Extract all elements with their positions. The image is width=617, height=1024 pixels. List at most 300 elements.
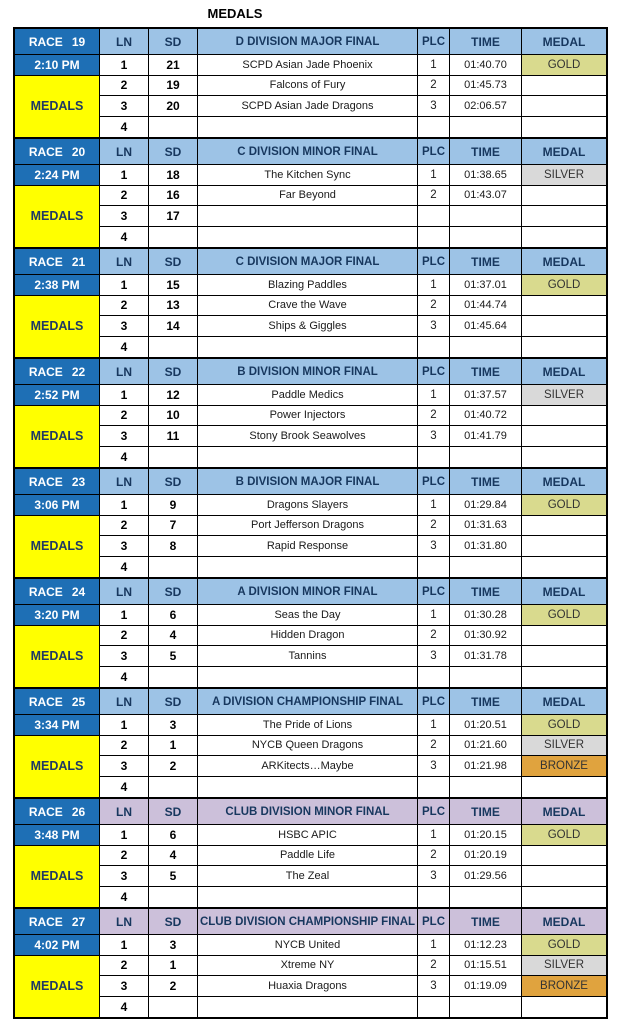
- seed-cell: [149, 557, 198, 578]
- place-cell: 2: [418, 516, 450, 537]
- medal-cell: [522, 186, 606, 207]
- lane-cell: 4: [100, 887, 149, 908]
- lane-cell: 1: [100, 385, 149, 406]
- finish-time-cell: 01:37.57: [450, 385, 522, 406]
- finish-time-cell: 01:29.84: [450, 495, 522, 516]
- division-title: A DIVISION MINOR FINAL: [198, 579, 418, 605]
- column-header-seed: SD: [149, 799, 198, 825]
- race-number: 20: [71, 144, 86, 159]
- race-label: RACE: [28, 804, 63, 819]
- seed-cell: [149, 337, 198, 358]
- race-number: 23: [71, 474, 86, 489]
- seed-cell: 1: [149, 736, 198, 757]
- column-header-lane: LN: [100, 689, 149, 715]
- medal-cell: GOLD: [522, 55, 606, 76]
- medal-cell: [522, 227, 606, 248]
- medal-cell: [522, 887, 606, 908]
- finish-time-cell: [450, 227, 522, 248]
- race-start-time: 2:10 PM: [15, 55, 100, 76]
- race-number: 21: [71, 254, 86, 269]
- medal-cell: SILVER: [522, 956, 606, 977]
- seed-cell: 9: [149, 495, 198, 516]
- medal-cell: [522, 557, 606, 578]
- medal-cell: GOLD: [522, 605, 606, 626]
- column-header-lane: LN: [100, 249, 149, 275]
- lane-cell: 3: [100, 96, 149, 117]
- medal-cell: [522, 997, 606, 1018]
- seed-cell: 6: [149, 825, 198, 846]
- medal-cell: [522, 536, 606, 557]
- finish-time-cell: 01:45.73: [450, 76, 522, 97]
- finish-time-cell: 01:30.28: [450, 605, 522, 626]
- team-name-cell: Falcons of Fury: [198, 76, 418, 97]
- race-block: [13, 907, 608, 1019]
- place-cell: 2: [418, 186, 450, 207]
- race-start-time: 4:02 PM: [15, 935, 100, 956]
- column-header-time: TIME: [450, 29, 522, 55]
- column-header-time: TIME: [450, 909, 522, 935]
- division-title: CLUB DIVISION MINOR FINAL: [198, 799, 418, 825]
- column-header-lane: LN: [100, 139, 149, 165]
- lane-cell: 2: [100, 956, 149, 977]
- lane-cell: 2: [100, 296, 149, 317]
- team-name-cell: Dragons Slayers: [198, 495, 418, 516]
- medal-cell: [522, 406, 606, 427]
- medals-section-label: MEDALS: [15, 296, 100, 358]
- medal-cell: [522, 206, 606, 227]
- lane-cell: 2: [100, 626, 149, 647]
- finish-time-cell: [450, 997, 522, 1018]
- column-header-time: TIME: [450, 249, 522, 275]
- race-start-time: 3:34 PM: [15, 715, 100, 736]
- team-name-cell: Port Jefferson Dragons: [198, 516, 418, 537]
- team-name-cell: [198, 887, 418, 908]
- column-header-lane: LN: [100, 799, 149, 825]
- finish-time-cell: 01:44.74: [450, 296, 522, 317]
- seed-cell: 4: [149, 846, 198, 867]
- column-header-seed: SD: [149, 579, 198, 605]
- place-cell: 3: [418, 976, 450, 997]
- finish-time-cell: 01:20.15: [450, 825, 522, 846]
- race-label: RACE: [28, 474, 63, 489]
- lane-cell: 1: [100, 825, 149, 846]
- column-header-place: PLC: [418, 469, 450, 495]
- team-name-cell: HSBC APIC: [198, 825, 418, 846]
- column-header-place: PLC: [418, 909, 450, 935]
- finish-time-cell: [450, 557, 522, 578]
- seed-cell: 11: [149, 426, 198, 447]
- seed-cell: 13: [149, 296, 198, 317]
- race-header-cell: [15, 579, 100, 605]
- division-title: CLUB DIVISION CHAMPIONSHIP FINAL: [198, 909, 418, 935]
- medal-cell: [522, 516, 606, 537]
- column-header-lane: LN: [100, 359, 149, 385]
- race-start-time: 2:38 PM: [15, 275, 100, 296]
- medals-section-label: MEDALS: [15, 76, 100, 138]
- team-name-cell: [198, 557, 418, 578]
- seed-cell: [149, 887, 198, 908]
- finish-time-cell: 01:29.56: [450, 866, 522, 887]
- team-name-cell: [198, 447, 418, 468]
- team-name-cell: Crave the Wave: [198, 296, 418, 317]
- lane-cell: 1: [100, 605, 149, 626]
- lane-cell: 2: [100, 406, 149, 427]
- column-header-lane: LN: [100, 29, 149, 55]
- team-name-cell: [198, 337, 418, 358]
- medals-section-label: MEDALS: [15, 516, 100, 578]
- race-start-time: 2:24 PM: [15, 165, 100, 186]
- lane-cell: 1: [100, 715, 149, 736]
- column-header-place: PLC: [418, 139, 450, 165]
- race-block: [13, 27, 608, 139]
- column-header-medal: MEDAL: [522, 799, 606, 825]
- medals-section-label: MEDALS: [15, 736, 100, 798]
- seed-cell: 2: [149, 756, 198, 777]
- lane-cell: 4: [100, 777, 149, 798]
- medal-cell: [522, 447, 606, 468]
- finish-time-cell: 01:21.98: [450, 756, 522, 777]
- column-header-place: PLC: [418, 29, 450, 55]
- lane-cell: 3: [100, 426, 149, 447]
- seed-cell: 7: [149, 516, 198, 537]
- race-header-cell: [15, 359, 100, 385]
- column-header-seed: SD: [149, 249, 198, 275]
- race-label: RACE: [28, 584, 63, 599]
- column-header-place: PLC: [418, 579, 450, 605]
- medal-cell: SILVER: [522, 736, 606, 757]
- place-cell: 1: [418, 275, 450, 296]
- team-name-cell: The Pride of Lions: [198, 715, 418, 736]
- column-header-seed: SD: [149, 909, 198, 935]
- place-cell: [418, 337, 450, 358]
- finish-time-cell: 01:19.09: [450, 976, 522, 997]
- team-name-cell: [198, 997, 418, 1018]
- finish-time-cell: [450, 447, 522, 468]
- place-cell: 2: [418, 296, 450, 317]
- column-header-time: TIME: [450, 689, 522, 715]
- finish-time-cell: [450, 887, 522, 908]
- race-number: 22: [71, 364, 86, 379]
- medal-cell: BRONZE: [522, 976, 606, 997]
- finish-time-cell: 01:43.07: [450, 186, 522, 207]
- race-block: [13, 357, 608, 469]
- medals-section-label: MEDALS: [15, 406, 100, 468]
- medal-cell: SILVER: [522, 385, 606, 406]
- medal-cell: GOLD: [522, 715, 606, 736]
- team-name-cell: [198, 667, 418, 688]
- lane-cell: 4: [100, 337, 149, 358]
- place-cell: 1: [418, 825, 450, 846]
- race-header-cell: [15, 909, 100, 935]
- seed-cell: 17: [149, 206, 198, 227]
- race-start-time: 3:48 PM: [15, 825, 100, 846]
- column-header-time: TIME: [450, 139, 522, 165]
- column-header-seed: SD: [149, 469, 198, 495]
- medal-cell: [522, 316, 606, 337]
- race-block: [13, 577, 608, 689]
- finish-time-cell: [450, 206, 522, 227]
- team-name-cell: ARKitects…Maybe: [198, 756, 418, 777]
- place-cell: [418, 557, 450, 578]
- race-label: RACE: [28, 694, 63, 709]
- column-header-time: TIME: [450, 579, 522, 605]
- race-number: 24: [71, 584, 86, 599]
- team-name-cell: [198, 206, 418, 227]
- division-title: B DIVISION MINOR FINAL: [198, 359, 418, 385]
- seed-cell: [149, 117, 198, 138]
- place-cell: 1: [418, 935, 450, 956]
- lane-cell: 1: [100, 495, 149, 516]
- lane-cell: 3: [100, 866, 149, 887]
- finish-time-cell: [450, 117, 522, 138]
- seed-cell: 2: [149, 976, 198, 997]
- place-cell: 3: [418, 426, 450, 447]
- finish-time-cell: 01:31.80: [450, 536, 522, 557]
- team-name-cell: Rapid Response: [198, 536, 418, 557]
- race-block: [13, 137, 608, 249]
- medal-cell: [522, 117, 606, 138]
- lane-cell: 1: [100, 165, 149, 186]
- finish-time-cell: 01:40.70: [450, 55, 522, 76]
- finish-time-cell: 01:41.79: [450, 426, 522, 447]
- place-cell: 3: [418, 756, 450, 777]
- place-cell: 3: [418, 536, 450, 557]
- column-header-time: TIME: [450, 799, 522, 825]
- column-header-seed: SD: [149, 139, 198, 165]
- column-header-time: TIME: [450, 359, 522, 385]
- team-name-cell: NYCB United: [198, 935, 418, 956]
- column-header-medal: MEDAL: [522, 249, 606, 275]
- column-header-medal: MEDAL: [522, 359, 606, 385]
- finish-time-cell: 02:06.57: [450, 96, 522, 117]
- medal-cell: [522, 296, 606, 317]
- lane-cell: 4: [100, 557, 149, 578]
- page-title: MEDALS: [207, 6, 263, 21]
- medal-cell: SILVER: [522, 165, 606, 186]
- seed-cell: 4: [149, 626, 198, 647]
- medal-cell: [522, 426, 606, 447]
- team-name-cell: Stony Brook Seawolves: [198, 426, 418, 447]
- lane-cell: 1: [100, 935, 149, 956]
- column-header-lane: LN: [100, 469, 149, 495]
- place-cell: 2: [418, 406, 450, 427]
- place-cell: 2: [418, 736, 450, 757]
- division-title: C DIVISION MAJOR FINAL: [198, 249, 418, 275]
- medal-cell: [522, 866, 606, 887]
- column-header-lane: LN: [100, 579, 149, 605]
- race-block: [13, 247, 608, 359]
- finish-time-cell: 01:40.72: [450, 406, 522, 427]
- column-header-seed: SD: [149, 359, 198, 385]
- place-cell: 3: [418, 316, 450, 337]
- seed-cell: [149, 447, 198, 468]
- team-name-cell: The Kitchen Sync: [198, 165, 418, 186]
- medals-section-label: MEDALS: [15, 956, 100, 1018]
- finish-time-cell: 01:31.78: [450, 646, 522, 667]
- finish-time-cell: 01:37.01: [450, 275, 522, 296]
- medal-cell: BRONZE: [522, 756, 606, 777]
- place-cell: [418, 997, 450, 1018]
- medal-cell: [522, 96, 606, 117]
- medals-section-label: MEDALS: [15, 846, 100, 908]
- place-cell: [418, 887, 450, 908]
- team-name-cell: [198, 227, 418, 248]
- division-title: B DIVISION MAJOR FINAL: [198, 469, 418, 495]
- place-cell: [418, 206, 450, 227]
- team-name-cell: Hidden Dragon: [198, 626, 418, 647]
- medals-section-label: MEDALS: [15, 626, 100, 688]
- lane-cell: 3: [100, 756, 149, 777]
- lane-cell: 4: [100, 227, 149, 248]
- team-name-cell: Tannins: [198, 646, 418, 667]
- seed-cell: 5: [149, 866, 198, 887]
- column-header-seed: SD: [149, 29, 198, 55]
- finish-time-cell: 01:31.63: [450, 516, 522, 537]
- race-label: RACE: [28, 144, 63, 159]
- place-cell: 3: [418, 96, 450, 117]
- team-name-cell: Seas the Day: [198, 605, 418, 626]
- place-cell: 2: [418, 846, 450, 867]
- lane-cell: 2: [100, 516, 149, 537]
- place-cell: [418, 227, 450, 248]
- medal-cell: [522, 76, 606, 97]
- place-cell: 3: [418, 866, 450, 887]
- medal-cell: GOLD: [522, 275, 606, 296]
- place-cell: 2: [418, 956, 450, 977]
- team-name-cell: Power Injectors: [198, 406, 418, 427]
- column-header-lane: LN: [100, 909, 149, 935]
- race-number: 27: [71, 914, 86, 929]
- medal-cell: [522, 626, 606, 647]
- place-cell: 3: [418, 646, 450, 667]
- seed-cell: 6: [149, 605, 198, 626]
- race-header-cell: [15, 469, 100, 495]
- lane-cell: 4: [100, 667, 149, 688]
- place-cell: 2: [418, 626, 450, 647]
- medal-cell: GOLD: [522, 825, 606, 846]
- finish-time-cell: 01:15.51: [450, 956, 522, 977]
- race-header-cell: [15, 29, 100, 55]
- race-block: [13, 797, 608, 909]
- seed-cell: 5: [149, 646, 198, 667]
- race-start-time: 2:52 PM: [15, 385, 100, 406]
- seed-cell: [149, 777, 198, 798]
- race-label: RACE: [28, 364, 63, 379]
- seed-cell: 3: [149, 715, 198, 736]
- column-header-medal: MEDAL: [522, 29, 606, 55]
- team-name-cell: SCPD Asian Jade Phoenix: [198, 55, 418, 76]
- team-name-cell: [198, 777, 418, 798]
- seed-cell: 21: [149, 55, 198, 76]
- race-start-time: 3:06 PM: [15, 495, 100, 516]
- race-label: RACE: [28, 34, 63, 49]
- column-header-seed: SD: [149, 689, 198, 715]
- finish-time-cell: [450, 777, 522, 798]
- team-name-cell: SCPD Asian Jade Dragons: [198, 96, 418, 117]
- team-name-cell: The Zeal: [198, 866, 418, 887]
- race-start-time: 3:20 PM: [15, 605, 100, 626]
- column-header-medal: MEDAL: [522, 139, 606, 165]
- column-header-place: PLC: [418, 689, 450, 715]
- medal-cell: [522, 337, 606, 358]
- seed-cell: 3: [149, 935, 198, 956]
- lane-cell: 2: [100, 186, 149, 207]
- lane-cell: 3: [100, 206, 149, 227]
- finish-time-cell: 01:21.60: [450, 736, 522, 757]
- place-cell: 2: [418, 76, 450, 97]
- race-header-cell: [15, 689, 100, 715]
- race-header-cell: [15, 799, 100, 825]
- lane-cell: 2: [100, 846, 149, 867]
- seed-cell: 18: [149, 165, 198, 186]
- lane-cell: 3: [100, 646, 149, 667]
- seed-cell: 1: [149, 956, 198, 977]
- lane-cell: 4: [100, 447, 149, 468]
- medal-cell: [522, 667, 606, 688]
- seed-cell: [149, 997, 198, 1018]
- team-name-cell: Paddle Life: [198, 846, 418, 867]
- lane-cell: 2: [100, 736, 149, 757]
- finish-time-cell: [450, 337, 522, 358]
- column-header-time: TIME: [450, 469, 522, 495]
- medal-cell: GOLD: [522, 935, 606, 956]
- place-cell: [418, 117, 450, 138]
- race-header-cell: [15, 249, 100, 275]
- race-label: RACE: [28, 254, 63, 269]
- place-cell: [418, 447, 450, 468]
- medal-cell: [522, 777, 606, 798]
- column-header-medal: MEDAL: [522, 909, 606, 935]
- lane-cell: 3: [100, 536, 149, 557]
- lane-cell: 1: [100, 275, 149, 296]
- place-cell: [418, 777, 450, 798]
- race-blocks: [13, 27, 608, 1019]
- seed-cell: 20: [149, 96, 198, 117]
- race-number: 25: [71, 694, 86, 709]
- seed-cell: [149, 667, 198, 688]
- place-cell: 1: [418, 165, 450, 186]
- place-cell: 1: [418, 55, 450, 76]
- division-title: C DIVISION MINOR FINAL: [198, 139, 418, 165]
- column-header-medal: MEDAL: [522, 579, 606, 605]
- column-header-place: PLC: [418, 359, 450, 385]
- finish-time-cell: 01:20.19: [450, 846, 522, 867]
- team-name-cell: NYCB Queen Dragons: [198, 736, 418, 757]
- medal-cell: [522, 846, 606, 867]
- medals-section-label: MEDALS: [15, 186, 100, 248]
- finish-time-cell: 01:12.23: [450, 935, 522, 956]
- team-name-cell: Huaxia Dragons: [198, 976, 418, 997]
- team-name-cell: Xtreme NY: [198, 956, 418, 977]
- medal-cell: GOLD: [522, 495, 606, 516]
- seed-cell: 8: [149, 536, 198, 557]
- race-header-cell: [15, 139, 100, 165]
- race-block: [13, 687, 608, 799]
- lane-cell: 3: [100, 976, 149, 997]
- finish-time-cell: 01:38.65: [450, 165, 522, 186]
- seed-cell: 14: [149, 316, 198, 337]
- team-name-cell: Paddle Medics: [198, 385, 418, 406]
- lane-cell: 1: [100, 55, 149, 76]
- finish-time-cell: 01:20.51: [450, 715, 522, 736]
- race-number: 19: [71, 34, 86, 49]
- place-cell: 1: [418, 385, 450, 406]
- team-name-cell: Blazing Paddles: [198, 275, 418, 296]
- finish-time-cell: 01:45.64: [450, 316, 522, 337]
- place-cell: 1: [418, 605, 450, 626]
- lane-cell: 4: [100, 117, 149, 138]
- column-header-medal: MEDAL: [522, 469, 606, 495]
